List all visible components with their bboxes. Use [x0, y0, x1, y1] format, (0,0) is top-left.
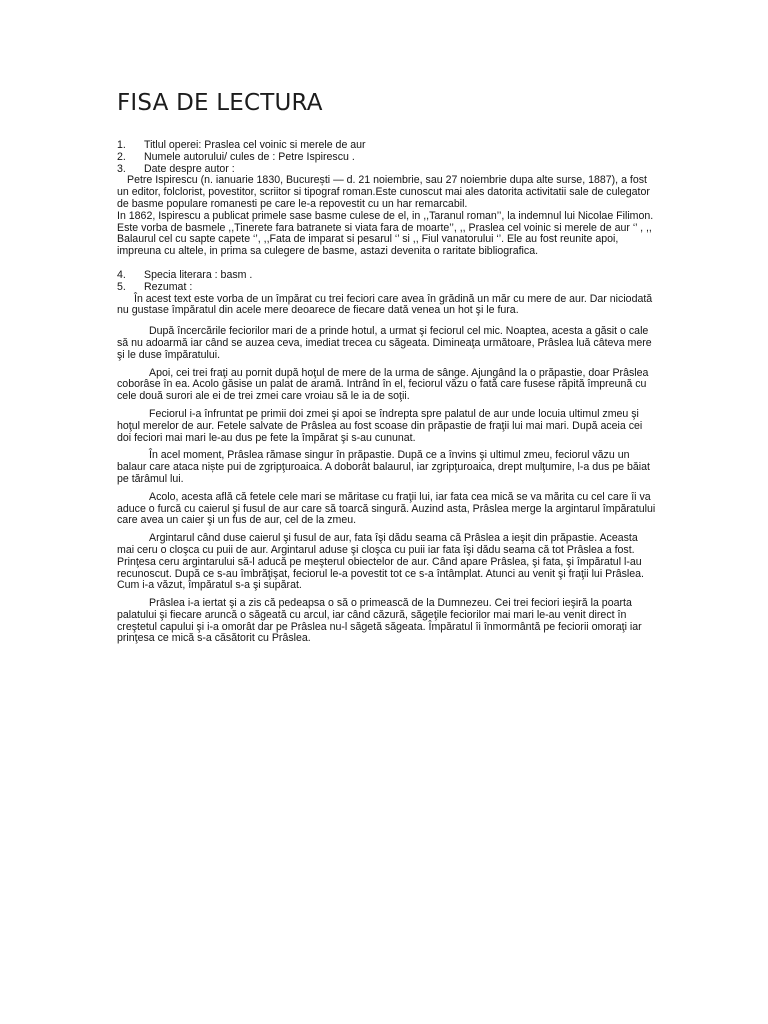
- summary-paragraph: În acel moment, Prâslea rămase singur în prăpastie. După ce a învins şi ultimul zmeu, feciorul văzu un balaur care ataca niște pui de zgripţuroaica. A doborât balaurul, iar zgripţuroaica, drept mulţumire, l-a dus pe băiat pe tărâmul lui.: [117, 449, 650, 485]
- summary-paragraph: Prâslea i-a iertat şi a zis că pedeapsa o să o primească de la Dumnezeu. Cei trei feciori ieşiră la poarta palatului şi fiecare aruncă o săgeată cu arcul, iar când căzură, săgeţile feciorilor mai mari le-au venit direct în creştetul capului şi i-a omorât dar pe Prâslea nu-l săgetă săgeata. Împăratul îi înmormântă pe feciorii omoraţi iar prinţesa ce mică s-a căsătorit cu Prâslea.: [117, 597, 642, 645]
- author-bio-paragraph: In 1862, Ispirescu a publicat primele sase basme culese de el, in ,,Taranul roman’’, la indemnul lui Nicolae Filimon. Este vorba de basmele ,,Tinerete fara batranete si viata fara de moarte’’, ,, Praslea cel voinic si merele de aur ‘’ , ,, Balaurul cel cu sapte capete ‘’, ,,Fata de imparat si pesarul ‘’ si ,, Fiul vanatorului ‘’. Ele au fost reunite apoi, impreuna cu altele, in prima sa culegere de basme, astazi devenita o raritate bibliografica.: [117, 209, 654, 258]
- summary-paragraph: Apoi, cei trei fraţi au pornit după hoţul de mere de la urma de sânge. Ajungând la o prăpastie, doar Prâslea coborâse în ea. Acolo găsise un palat de aramă. Intrând în el, feciorul văzu o fată care fusese răpită împreună cu cele două surori ale ei de trei zmei care vroiau să le ia de soţii.: [117, 366, 649, 403]
- summary-paragraph: Feciorul i-a înfruntat pe primii doi zmei şi apoi se îndrepta spre palatul de aur unde locuia ultimul zmeu şi hoţul merelor de aur. Fetele salvate de Prâslea au fost scoase din prăpastie de fraţii lui mai mari. După aceia cei doi feciori mai mari le-au dus pe fete la împărat şi s-au cununat.: [117, 407, 643, 444]
- list-number: 1.: [117, 139, 126, 151]
- summary-paragraph: Acolo, acesta află că fetele cele mari se măritase cu fraţii lui, iar fata cea mică se va mărita cu cel care îi va aduce o furcă cu caierul şi fusul de aur care să toarcă singură. Auzind asta, Prâslea merge la argintarul împăratului care avea un caier şi un fus de aur, cel de la zmeu.: [117, 490, 656, 527]
- list-number: 3.: [117, 162, 126, 175]
- list-number: 2.: [117, 150, 126, 163]
- list-text: Date despre autor :: [144, 162, 235, 175]
- list-text: Rezumat :: [144, 280, 193, 293]
- list-item-summary: [117, 282, 657, 294]
- list-item-species: [117, 270, 657, 282]
- summary-paragraph: În acest text este vorba de un împărat cu trei feciori care avea în grădină un măr cu mere de aur. Dar niciodată nu gustase împăratul din acele mere deoarece de fiecare dată venea un hot şi le fura.: [117, 292, 653, 317]
- document-title: FISA DE LECTURA: [117, 90, 323, 116]
- list-text: Numele autorului/ cules de : Petre Ispirescu .: [144, 150, 355, 163]
- document-body: [117, 140, 657, 651]
- summary-paragraph: Argintarul când duse caierul şi fusul de aur, fata îşi dădu seama că Prâslea a ieşit din prăpastie. Aceasta mai ceru o cloşca cu puii de aur. Argintarul aduse şi cloşca cu puii iar fata îşi dădu seama că tot Prâslea a fost. Prinţesa ceru argintarului să-l aducă pe meşterul obiectelor de aur. Când apare Prâslea, şi fata, şi împăratul l-au recunoscut. După ce s-au îmbrăţişat, feciorul le-a povestit tot ce s-a întâmplat. Atunci au venit şi fraţii lui Prâslea. Cum i-a văzut, împăratul s-a şi supărat.: [117, 532, 644, 592]
- author-bio-paragraph: Petre Ispirescu (n. ianuarie 1830, București — d. 21 noiembrie, sau 27 noiembrie dupa alte surse, 1887), a fost un editor, folclorist, povestitor, scriitor si tipograf roman.Este cunoscut mai ales datorita activitatii sale de culegator de basme populare romanesti pe care le-a repovestit cu un har remarcabil.: [117, 174, 650, 210]
- list-number: 5.: [117, 280, 126, 293]
- summary-paragraph: După încercările feciorilor mari de a prinde hotul, a urmat şi feciorul cel mic. Noaptea, acesta a găsit o cale să nu adoarmă iar când se auzea ceva, imediat trecea cu săgeata. Dimineaţa următoare, Prâslea luă câteva mere şi le duse împăratului.: [117, 325, 652, 361]
- list-text: Titlul operei: Praslea cel voinic si merele de aur: [144, 139, 366, 151]
- list-item-author: [117, 152, 657, 164]
- list-number: 4.: [117, 268, 126, 281]
- list-text: Specia literara : basm .: [144, 268, 253, 281]
